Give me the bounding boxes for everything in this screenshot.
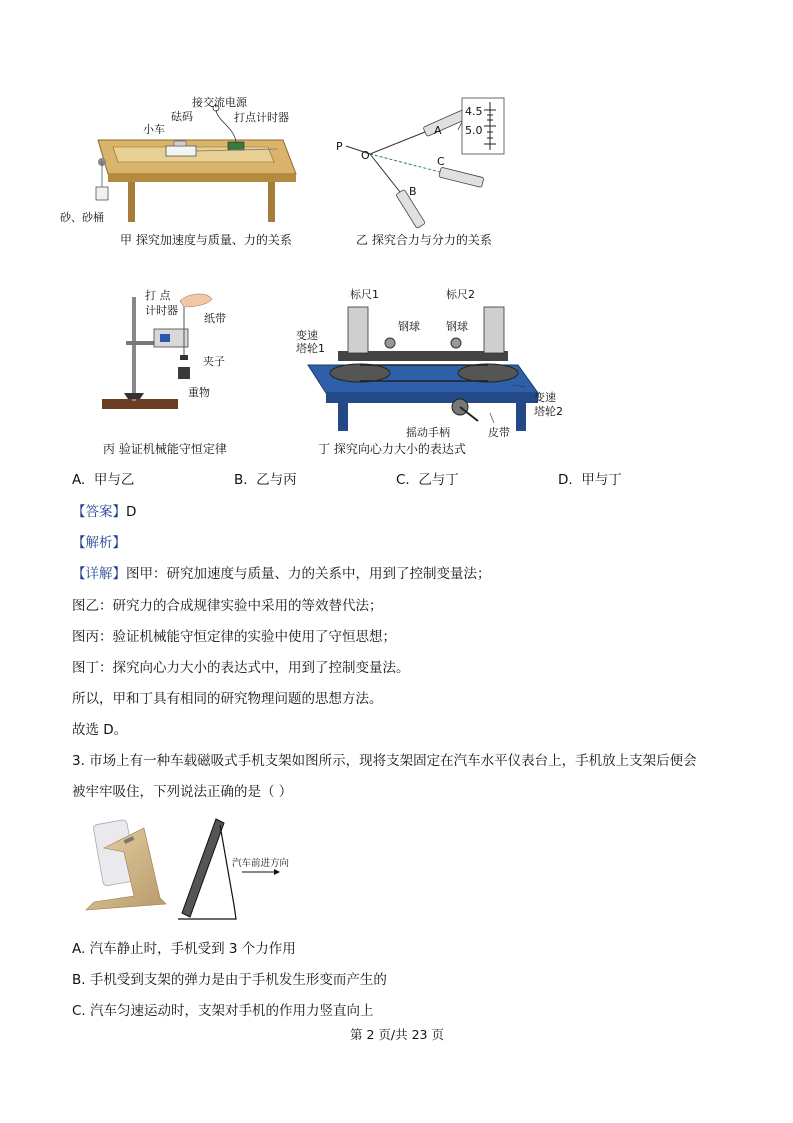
label-ruler-1: 标尺1 — [350, 288, 379, 301]
answer-tag: 【答案】 — [72, 504, 126, 520]
label-heavy-weight: 重物 — [188, 386, 210, 399]
caption-bing: 丙 验证机械能守恒定律 — [103, 442, 227, 456]
label-cart: 小车 — [143, 123, 165, 136]
detail-line-2: 图乙：研究力的合成规律实验中采用的等效替代法； — [72, 598, 383, 614]
detail-line-1: 【详解】图甲：研究加速度与质量、力的关系中，用到了控制变量法； — [72, 566, 491, 582]
label-C: C — [437, 155, 445, 168]
option-a: A. 甲与乙 — [72, 472, 135, 488]
label-P: P — [336, 140, 343, 153]
figure-ding-illustration — [298, 285, 558, 445]
q3-option-b: B. 手机受到支架的弹力是由于手机发生形变而产生的 — [72, 972, 387, 988]
caption-jia: 甲 探究加速度与质量、力的关系 — [120, 233, 292, 247]
answer-value: D — [126, 504, 137, 520]
label-wheel1-line1: 变速 — [296, 329, 318, 342]
option-b: B. 乙与丙 — [234, 472, 297, 488]
detail-line-6: 故选 D。 — [72, 722, 128, 738]
caption-yi: 乙 探究合力与分力的关系 — [356, 233, 492, 247]
label-wheel1-line2: 塔轮1 — [296, 342, 325, 355]
label-clip: 夹子 — [203, 355, 225, 368]
q3-stem-line-1: 3. 市场上有一种车载磁吸式手机支架如图所示，现将支架固定在汽车水平仪表台上，手机放上支架后便会 — [72, 753, 697, 769]
label-handle: 摇动手柄 — [406, 426, 450, 439]
detail-line-4: 图丁：探究向心力大小的表达式中，用到了控制变量法。 — [72, 660, 410, 676]
direction-label: 汽车前进方向 — [232, 858, 290, 869]
phone-stand-diagram — [176, 815, 296, 925]
label-O: O — [361, 149, 370, 162]
label-wheel2-line1: 变速 — [534, 391, 556, 404]
q3-stem-line-2: 被牢牢吸住，下列说法正确的是（ ） — [72, 784, 293, 800]
detail-line-3: 图丙：验证机械能守恒定律的实验中使用了守恒思想； — [72, 629, 396, 645]
scale-value-2: 5.0 — [465, 124, 483, 137]
label-ball-1: 钢球 — [398, 320, 420, 333]
label-power: 接交流电源 — [192, 96, 247, 109]
label-timer: 打点计时器 — [234, 111, 289, 124]
analysis-tag: 【解析】 — [72, 535, 126, 551]
phone-stand-photo — [74, 818, 174, 918]
q3-option-a: A. 汽车静止时，手机受到 3 个力作用 — [72, 941, 296, 957]
label-ruler-2: 标尺2 — [446, 288, 475, 301]
label-timer-line2: 计时器 — [145, 304, 178, 317]
answer-line — [72, 503, 136, 521]
q3-option-c: C. 汽车匀速运动时，支架对手机的作用力竖直向上 — [72, 1003, 374, 1019]
label-sand-bucket: 砂、砂桶 — [60, 211, 104, 224]
label-ball-2: 钢球 — [446, 320, 468, 333]
label-timer-line1: 打 点 — [145, 289, 171, 302]
label-wheel2-line2: 塔轮2 — [534, 405, 563, 418]
scale-value-1: 4.5 — [465, 105, 483, 118]
detail-tag: 【详解】 — [72, 566, 126, 582]
label-A: A — [434, 124, 442, 137]
caption-ding: 丁 探究向心力大小的表达式 — [318, 442, 466, 456]
label-B: B — [409, 185, 417, 198]
page-footer: 第 2 页/共 23 页 — [350, 1027, 444, 1042]
option-c: C. 乙与丁 — [396, 472, 459, 488]
option-d: D. 甲与丁 — [558, 472, 622, 488]
label-belt: 皮带 — [488, 426, 510, 439]
detail-line-5: 所以，甲和丁具有相同的研究物理问题的思想方法。 — [72, 691, 383, 707]
label-tape: 纸带 — [204, 312, 226, 325]
label-weight: 砝码 — [171, 110, 193, 123]
